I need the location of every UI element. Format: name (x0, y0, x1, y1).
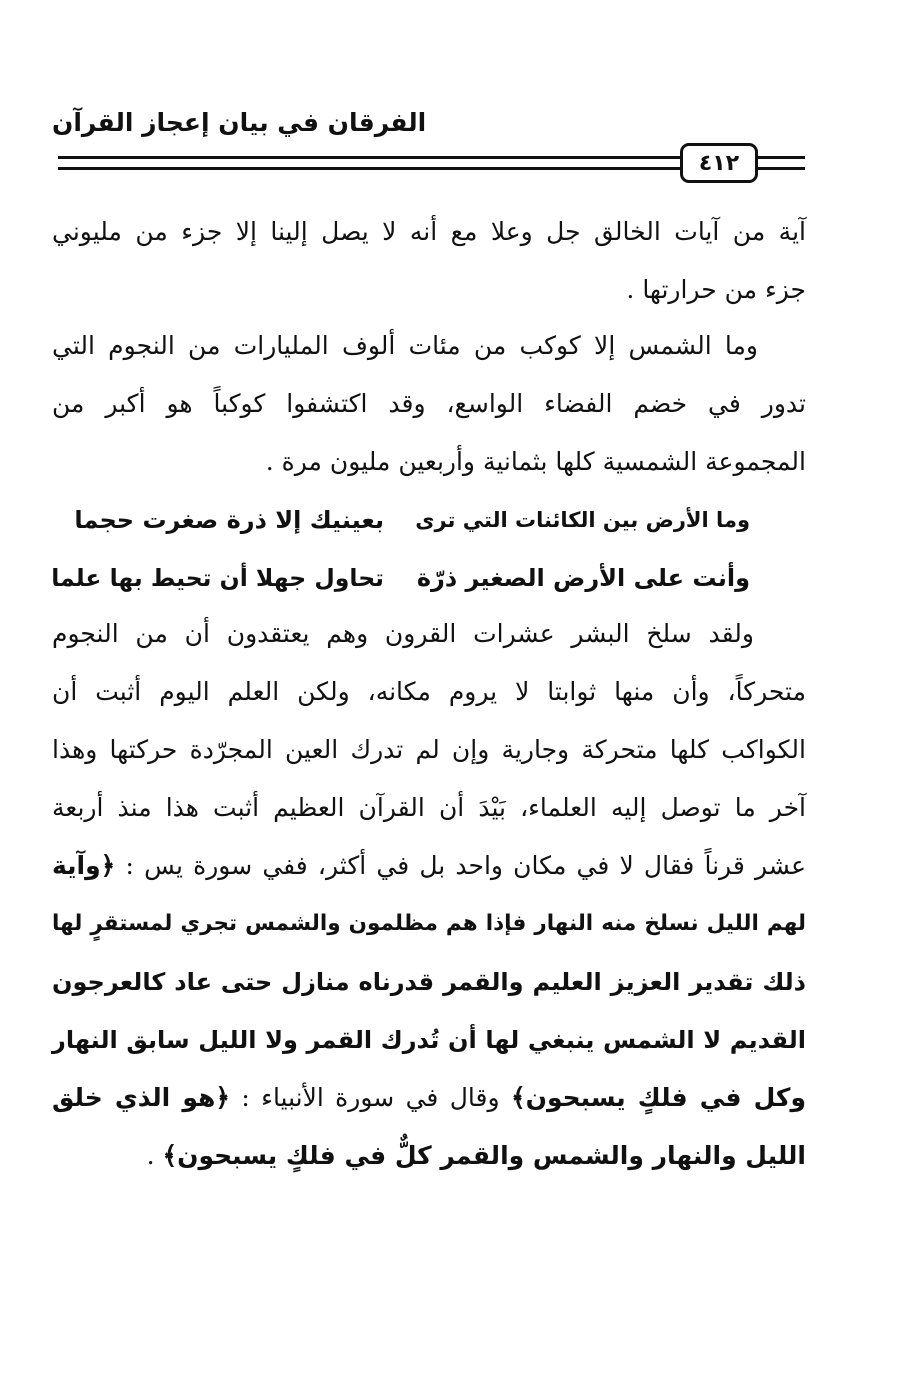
text-line: جزء من حرارتها . (626, 275, 806, 304)
text-line (52, 1136, 806, 1176)
quran-quote: وكل في فلكٍ يسبحون﴾ (510, 1083, 806, 1112)
text-line: وما الشمس إلا كوكب من مئات ألوف المليارات من النجوم التي (52, 331, 758, 360)
text-line: متحركاً، وأن منها ثوابتا لا يروم مكانه، ولكن العلم اليوم أثبت أن (52, 677, 806, 706)
quran-quote: الليل والنهار والشمس والقمر كلٌّ في فلكٍ يسبحون﴾ (162, 1141, 806, 1170)
quran-quote-line: القديم لا الشمس ينبغي لها أن تُدرك القمر ولا الليل سابق النهار (52, 1026, 806, 1054)
quran-quote: ﴿وآية (52, 851, 116, 880)
quran-quote: ﴿هو الذي خلق (52, 1083, 230, 1112)
quran-quote-line: لهم الليل نسلخ منه النهار فإذا هم مظلمون والشمس تجري لمستقرٍ لها (52, 911, 806, 936)
verse-hemistich: وما الأرض بين الكائنات التي ترى (415, 508, 750, 532)
text-line: تدور في خضم الفضاء الواسع، وقد اكتشفوا كوكباً هو أكبر من (52, 389, 806, 418)
header-rule-right-bottom (758, 167, 805, 170)
text-line: ولقد سلخ البشر عشرات القرون وهم يعتقدون أن من النجوم (52, 619, 754, 648)
text-run: وقال في سورة الأنبياء : (230, 1083, 511, 1112)
text-run: عشر قرناً فقال لا في مكان واحد بل في أكثر، ففي سورة يس : (115, 851, 806, 880)
text-line (52, 1078, 806, 1118)
quran-quote-line: ذلك تقدير العزيز العليم والقمر قدرناه منازل حتى عاد كالعرجون (52, 968, 806, 996)
header-rule-left-bottom (58, 167, 680, 170)
verse-hemistich: بعينيك إلا ذرة صغرت حجما (74, 506, 384, 534)
verse-hemistich: تحاول جهلا أن تحيط بها علما (51, 564, 384, 592)
verse-hemistich: وأنت على الأرض الصغير ذرّة (416, 564, 750, 592)
text-line: المجموعة الشمسية كلها بثمانية وأربعين مليون مرة . (265, 447, 806, 476)
page-number: ٤١٢ (680, 143, 758, 183)
header-rule-right-top (758, 156, 805, 159)
text-run: . (146, 1141, 163, 1170)
text-line: آخر ما توصل إليه العلماء، بَيْدَ أن القرآن العظيم أثبت هذا منذ أربعة (52, 793, 806, 822)
header-rule-left-top (58, 156, 680, 159)
text-line: آية من آيات الخالق جل وعلا مع أنه لا يصل إلينا إلا جزء من مليوني (52, 217, 806, 246)
text-line: الكواكب كلها متحركة وجارية وإن لم تدرك العين المجرّدة حركتها وهذا (52, 735, 806, 764)
text-line (52, 846, 806, 886)
running-title: الفرقان في بيان إعجاز القرآن (52, 108, 427, 137)
